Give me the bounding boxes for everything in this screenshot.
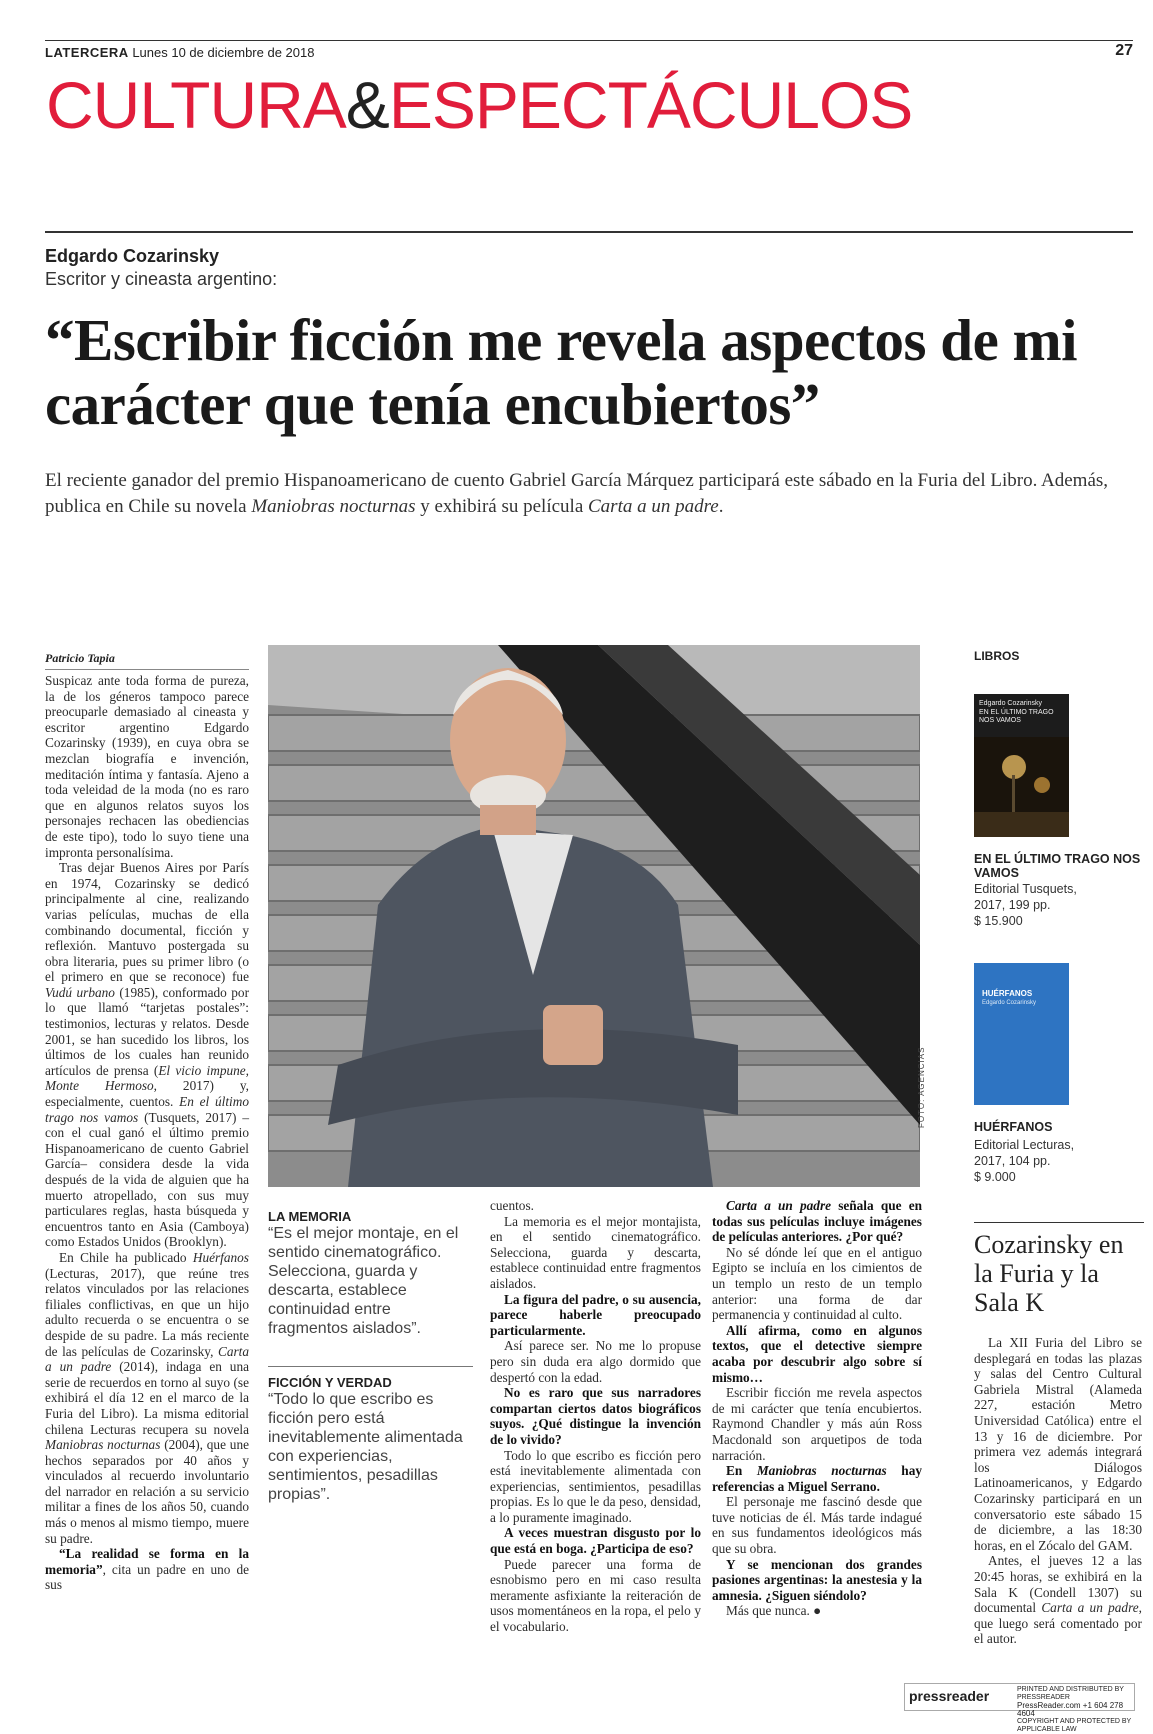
- furia-body: [974, 1335, 1142, 1647]
- paragraph: cuentos.: [490, 1198, 534, 1213]
- interview-question: Allí afirma, como en algunos textos, que el detective siempre acaba por descubrir algo sobre sí mismo…: [712, 1322, 922, 1385]
- interview-answer: No sé dónde leí que en el antiguo Egipto se incluía en los cimientos de un templo un resto de un templo anterior: una forma de dar permanencia y continuidad al culto.: [712, 1244, 922, 1323]
- portrait-photo: [268, 645, 920, 1187]
- masthead: [45, 45, 314, 60]
- paragraph: La memoria es el mejor montajista, en el sentido cinematográfico. Selecciona, guarda y descarta, establece continuidad entre fragmentos aislados.: [490, 1213, 701, 1291]
- section-title: [46, 68, 913, 142]
- section-title-part2: ESPECTÁCULOS: [388, 68, 913, 142]
- article-column-1: [45, 673, 249, 1593]
- paragraph: “La realidad se forma en la memoria”, cita un padre en uno de sus: [45, 1546, 249, 1593]
- interview-answer: El personaje me fascinó desde que tuve noticias de él. Más tarde indagué en sus fundamentos ideológicos más que su obra.: [712, 1494, 922, 1557]
- interviewee-name: Edgardo Cozarinsky: [45, 246, 220, 266]
- cover-title: EN EL ÚLTIMO TRAGO NOS VAMOS: [979, 709, 1054, 724]
- quote-heading: LA MEMORIA: [268, 1209, 352, 1224]
- section-title-part1: CULTURA: [46, 68, 346, 142]
- author-byline: Patricio Tapia: [45, 651, 249, 670]
- book-publisher: Editorial Lecturas,: [974, 1138, 1075, 1152]
- article-column-4: [712, 1198, 922, 1619]
- interview-answer: Escribir ficción me revela aspectos de mi carácter que tenía encubiertos. Raymond Chandler y más aún Ross Macdonald son arquetipos de toda narración.: [712, 1385, 922, 1463]
- interview-question: Y se mencionan dos grandes pasiones argentinas: la anestesia y la amnesia. ¿Siguen siéndolo?: [712, 1556, 922, 1603]
- pressreader-credit: PRINTED AND DISTRIBUTED BY PRESSREADER PressReader.com +1 604 278 4604 COPYRIGHT AND PROTECTED BY APPLICABLE LAW: [1017, 1686, 1132, 1733]
- top-rule: [45, 40, 1133, 41]
- interview-answer: Así parece ser. No me lo propuse pero sin duda era algo dormido que despertó con la edad.: [490, 1338, 701, 1385]
- book-1-title: EN EL ÚLTIMO TRAGO NOS VAMOS: [974, 852, 1141, 880]
- cover-title: HUÉRFANOS: [982, 989, 1033, 998]
- paragraph: En Chile ha publicado Huérfanos (Lecturas, 2017), que reúne tres relatos vinculados por las relaciones filiales conflictivas, en que un hijo adulto recuerda o se encuentra o se despide de su padre. La más reciente de las películas de Cozarinsky, Carta a un padre (2014), indaga en una serie de recuerdos en torno al suyo (se exhibirá el día 12 en el marco de la Furia del Libro). La misma editorial chilena Lecturas recupera su novela Maniobras nocturnas (2004), que une hechos separados por 40 años y vinculados al recuerdo involuntario del narrador en relación a su servicio militar a fines de los años 50, cuando más o menos al mismo tiempo, muere su padre.: [45, 1249, 249, 1546]
- quote-box-ficcion: [268, 1375, 473, 1504]
- book-2-info: [974, 1137, 1144, 1185]
- quote-divider: [268, 1366, 473, 1367]
- interview-question: La figura del padre, o su ausencia, parece haberle preocupado particularmente.: [490, 1291, 701, 1338]
- interview-answer: Puede parecer una forma de esnobismo pero en mi caso resulta meramente asfixiante la reiteración de usos momentáneos en la ropa, el pelo y el vocabulario.: [490, 1556, 701, 1635]
- pressreader-badge: [904, 1683, 1135, 1733]
- furia-title: Cozarinsky en la Furia y la Sala K: [974, 1230, 1124, 1317]
- book-cover-2: [974, 963, 1069, 1105]
- book-price: $ 9.000: [974, 1170, 1016, 1184]
- interview-question: A veces muestran disgusto por lo que está en boga. ¿Participa de eso?: [490, 1525, 701, 1557]
- portrait-illustration: [268, 645, 920, 1187]
- article-column-3: [490, 1198, 701, 1635]
- pressreader-logo: pressreader: [909, 1688, 990, 1704]
- book-1-info: [974, 881, 1144, 929]
- books-label: LIBROS: [974, 649, 1020, 663]
- headline: “Escribir ficción me revela aspectos de mi carácter que tenía encubiertos”: [45, 307, 1078, 437]
- end-mark-icon: ●: [813, 1603, 822, 1619]
- quote-heading: FICCIÓN Y VERDAD: [268, 1375, 392, 1390]
- newspaper-name: LATERCERA: [45, 45, 129, 60]
- street-lamp-illustration: [974, 737, 1069, 837]
- paragraph: Antes, el jueves 12 a las 20:45 horas, se exhibirá en la Sala K (Condell 1307) su documental Carta a un padre, que luego será comentado por el autor.: [974, 1553, 1142, 1647]
- book-2-title: HUÉRFANOS: [974, 1120, 1053, 1134]
- photo-credit: FOTO: AGENCIAS: [917, 1046, 926, 1128]
- lede: El reciente ganador del premio Hispanoamericano de cuento Gabriel García Márquez participará este sábado en la Furia del Libro. Además, publica en Chile su novela Maniobras nocturnas y exhibirá su película Carta a un padre.: [45, 470, 1109, 517]
- paragraph: La XII Furia del Libro se desplegará en todas las plazas y salas del Centro Cultural Gabriela Mistral (Alameda 227, estación Metro Universidad Católica) entre el 13 y 16 de diciembre. Por primera vez además integrará los Diálogos Latinoamericanos, y Edgardo Cozarinsky participará en un conversatorio este sábado 15 de diciembre, a las 18:30 horas, en el Zócalo del GAM.: [974, 1335, 1142, 1553]
- book-year-pages: 2017, 199 pp.: [974, 898, 1051, 912]
- book-cover-1: [974, 694, 1069, 837]
- issue-date: Lunes 10 de diciembre de 2018: [132, 45, 315, 60]
- pull-quote: “Es el mejor montaje, en el sentido cinematográfico. Selecciona, guarda y descarta, establece continuidad entre fragmentos aislados”.: [268, 1225, 459, 1337]
- book-year-pages: 2017, 104 pp.: [974, 1154, 1051, 1168]
- interview-question: En Maniobras nocturnas hay referencias a Miguel Serrano.: [712, 1463, 922, 1494]
- paragraph: Tras dejar Buenos Aires por París en 1974, Cozarinsky se dedicó principalmente al cine, realizando varias películas, muchas de ella combinando documental, ficción y reflexión. Mantuvo postergada su obra literaria, pues su primer libro (o el primero en que se reconoce) fue Vudú urbano (1985), conformado por lo que llamó “tarjetas postales”: testimonios, lecturas y relatos. Desde 2001, se han sucedido los libros, los últimos de los cuales han reunido artículos de prensa (El vicio impune, Monte Hermoso, 2017) y, especialmente, cuentos. En el último trago nos vamos (Tusquets, 2017) –con el cual ganó el último premio Hispanoamericano de cuento Gabriel García– considera desde la vida después de la vida de alguien que ha muerto atropellado, con sus muy particulares reglas, hasta búsqueda y encuentros tanto en Asia (Camboya) como Estados Unidos (Brooklyn).: [45, 860, 250, 1250]
- interview-question: No es raro que sus narradores compartan ciertos datos biográficos suyos. ¿Qué distingue la invención de lo vivido?: [490, 1385, 701, 1447]
- paragraph: Suspicaz ante toda forma de pureza, la de los géneros tampoco parece preocuparle demasiado al cineasta y escritor argentino Edgardo Cozarinsky (1939), en cuya obra se mezclan biografía e invención, meditación íntima y fantasía. Ajeno a toda veleidad de la moda (no es raro que en algunos relatos suyos los personajes rechacen las obediencias de este tipo), todo lo suyo tiene una impronta personalísima.: [45, 673, 249, 860]
- interview-answer: Todo lo que escribo es ficción pero está inevitablemente alimentada con experiencias, sentimientos, pesadillas propias. Es lo que le da peso, densidad, a lo puramente imaginado.: [490, 1447, 701, 1525]
- cover-author: Edgardo Cozarinsky: [982, 1000, 1037, 1006]
- page-number: 27: [1115, 42, 1133, 59]
- cover-author: Edgardo Cozarinsky: [979, 700, 1043, 707]
- book-publisher: Editorial Tusquets,: [974, 882, 1077, 896]
- quote-box-memoria: [268, 1209, 473, 1338]
- section-rule: [45, 231, 1133, 233]
- book-price: $ 15.900: [974, 914, 1023, 928]
- section-title-amp: &: [345, 68, 389, 142]
- interview-question: Carta a un padre señala que en todas sus películas incluye imágenes de películas anteriores. ¿Por qué?: [712, 1198, 922, 1245]
- interviewee-role: Escritor y cineasta argentino:: [45, 269, 278, 289]
- interview-answer: Más que nunca. ●: [726, 1603, 822, 1619]
- pull-quote: “Todo lo que escribo es ficción pero está inevitablemente alimentada con experiencias, sentimientos, pesadillas propias”.: [268, 1391, 463, 1503]
- furia-rule: [974, 1222, 1144, 1223]
